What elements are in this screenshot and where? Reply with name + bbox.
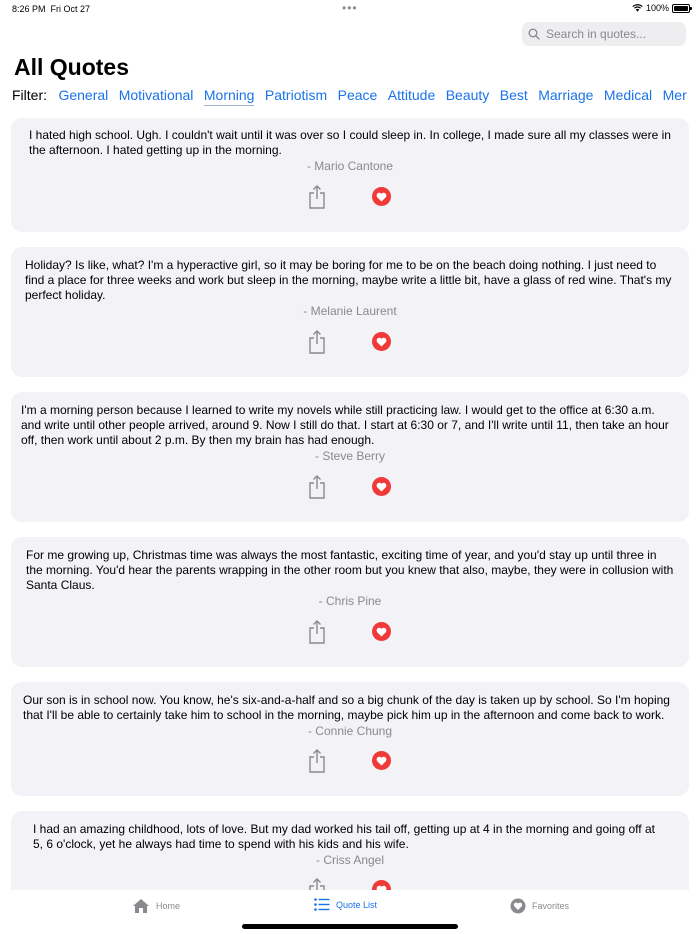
page-title: All Quotes — [14, 54, 130, 80]
quote-actions — [11, 617, 689, 647]
heart-icon — [376, 337, 387, 347]
quote-actions — [11, 472, 689, 502]
filter-row — [12, 86, 700, 106]
heart-icon — [376, 756, 387, 766]
quote-card — [11, 682, 689, 796]
filter-chip-marriage[interactable]: Marriage — [538, 87, 594, 103]
filter-chip-morning[interactable]: Morning — [204, 86, 255, 106]
quote-author: - Melanie Laurent — [303, 304, 397, 318]
share-button[interactable] — [305, 617, 329, 647]
heart-circle-icon — [510, 898, 526, 914]
status-time-value: 8:26 PM — [12, 4, 46, 14]
quote-card — [11, 118, 689, 232]
filter-chip-beauty[interactable]: Beauty — [445, 87, 490, 103]
tab-quote-list[interactable] — [314, 898, 377, 911]
share-icon — [307, 619, 327, 645]
quote-author: - Steve Berry — [314, 449, 386, 463]
quote-actions — [11, 746, 689, 776]
share-icon — [307, 474, 327, 500]
filter-chip-patriotism[interactable]: Patriotism — [264, 87, 328, 103]
share-button[interactable] — [305, 875, 329, 890]
multitasking-dots[interactable]: ••• — [342, 1, 358, 15]
favorite-button[interactable] — [372, 187, 391, 206]
search-icon — [528, 28, 540, 40]
filter-chip-more[interactable]: Mer — [662, 87, 687, 103]
share-icon — [307, 329, 327, 355]
filter-chip-attitude[interactable]: Attitude — [387, 87, 436, 103]
favorite-button[interactable] — [372, 332, 391, 351]
quote-card — [11, 537, 689, 667]
wifi-icon — [632, 4, 643, 12]
quote-text: Holiday? Is like, what? I'm a hyperactive girl, so it may be boring for me to be on the beach doing nothing. I just need to find a place for three weeks and work but sleep in the morning, maybe write a little bit, have a glass of red wine. That's my perfect holiday. — [25, 258, 672, 302]
share-button[interactable] — [305, 472, 329, 502]
quote-author: - Chris Pine — [318, 594, 382, 608]
search-input[interactable] — [546, 27, 676, 41]
battery-percent: 100% — [645, 3, 669, 13]
status-time — [12, 4, 90, 14]
quote-actions — [11, 182, 689, 212]
quote-actions — [11, 327, 689, 357]
battery-icon — [672, 4, 690, 13]
quote-author: - Mario Cantone — [306, 159, 394, 173]
share-icon — [307, 184, 327, 210]
tab-favorites[interactable] — [510, 898, 569, 914]
quote-text: Our son is in school now. You know, he's six-and-a-half and so a big chunk of the day is taken up by school. So I'm hoping that I'll be able to certainly take him to school in the morning, maybe pick him up in the afternoon and come back to work. — [23, 693, 670, 722]
filter-chip-best[interactable]: Best — [499, 87, 528, 103]
favorite-button[interactable] — [372, 622, 391, 641]
share-icon — [307, 877, 327, 890]
quote-author: - Connie Chung — [307, 724, 393, 738]
favorite-button[interactable] — [372, 751, 391, 770]
heart-icon — [376, 192, 387, 202]
list-icon — [314, 898, 330, 911]
status-date: Fri Oct 27 — [50, 4, 91, 14]
quote-text: I'm a morning person because I learned to write my novels while still practicing law. I would get to the office at 6:30 a.m. and write until other people arrived, around 9. Now I still do that. I start at 6:30 or 7, and I'll write until 11, then take an hour off, then work until about 2 p.m. By then my brain has had enough. — [21, 403, 669, 447]
tab-home[interactable] — [132, 898, 180, 914]
quote-text: I had an amazing childhood, lots of love. But my dad worked his tail off, getting up at 4 in the morning and going off at 5, 6 o'clock, yet he always had time to spend with his kids and his wife. — [33, 822, 655, 851]
share-button[interactable] — [305, 182, 329, 212]
tab-favorites-label: Favorites — [532, 901, 570, 911]
favorite-button[interactable] — [372, 880, 391, 890]
heart-icon — [376, 627, 387, 637]
quote-text: I hated high school. Ugh. I couldn't wait until it was over so I could sleep in. In college, I made sure all my classes were in the afternoon. I hated getting up in the morning. — [29, 128, 671, 157]
quote-text: For me growing up, Christmas time was always the most fantastic, exciting time of year, and you'd stay up until three in the morning. You'd hear the parents wrapping in the other room but you knew that also, maybe, they were in collusion with Santa Claus. — [26, 548, 674, 592]
favorite-button[interactable] — [372, 477, 391, 496]
share-button[interactable] — [305, 746, 329, 776]
filter-chip-motivational[interactable]: Motivational — [118, 87, 194, 103]
status-bar — [0, 0, 700, 18]
quote-author: - Criss Angel — [315, 853, 385, 867]
tab-home-label: Home — [156, 901, 181, 911]
share-button[interactable] — [305, 327, 329, 357]
search-box[interactable] — [522, 22, 686, 46]
heart-icon — [376, 482, 387, 492]
filter-chip-medical[interactable]: Medical — [603, 87, 653, 103]
filter-chip-peace[interactable]: Peace — [337, 87, 378, 103]
filter-label: Filter: — [12, 87, 47, 103]
quote-list[interactable] — [0, 118, 700, 890]
quote-card — [11, 247, 689, 377]
quote-card — [11, 392, 689, 522]
quote-card — [11, 811, 689, 890]
house-icon — [132, 898, 150, 914]
status-right — [632, 3, 690, 13]
filter-chip-general[interactable]: General — [58, 87, 109, 103]
share-icon — [307, 748, 327, 774]
quote-actions — [11, 875, 689, 890]
tab-quote-list-label: Quote List — [336, 899, 378, 910]
home-indicator[interactable] — [242, 924, 458, 929]
